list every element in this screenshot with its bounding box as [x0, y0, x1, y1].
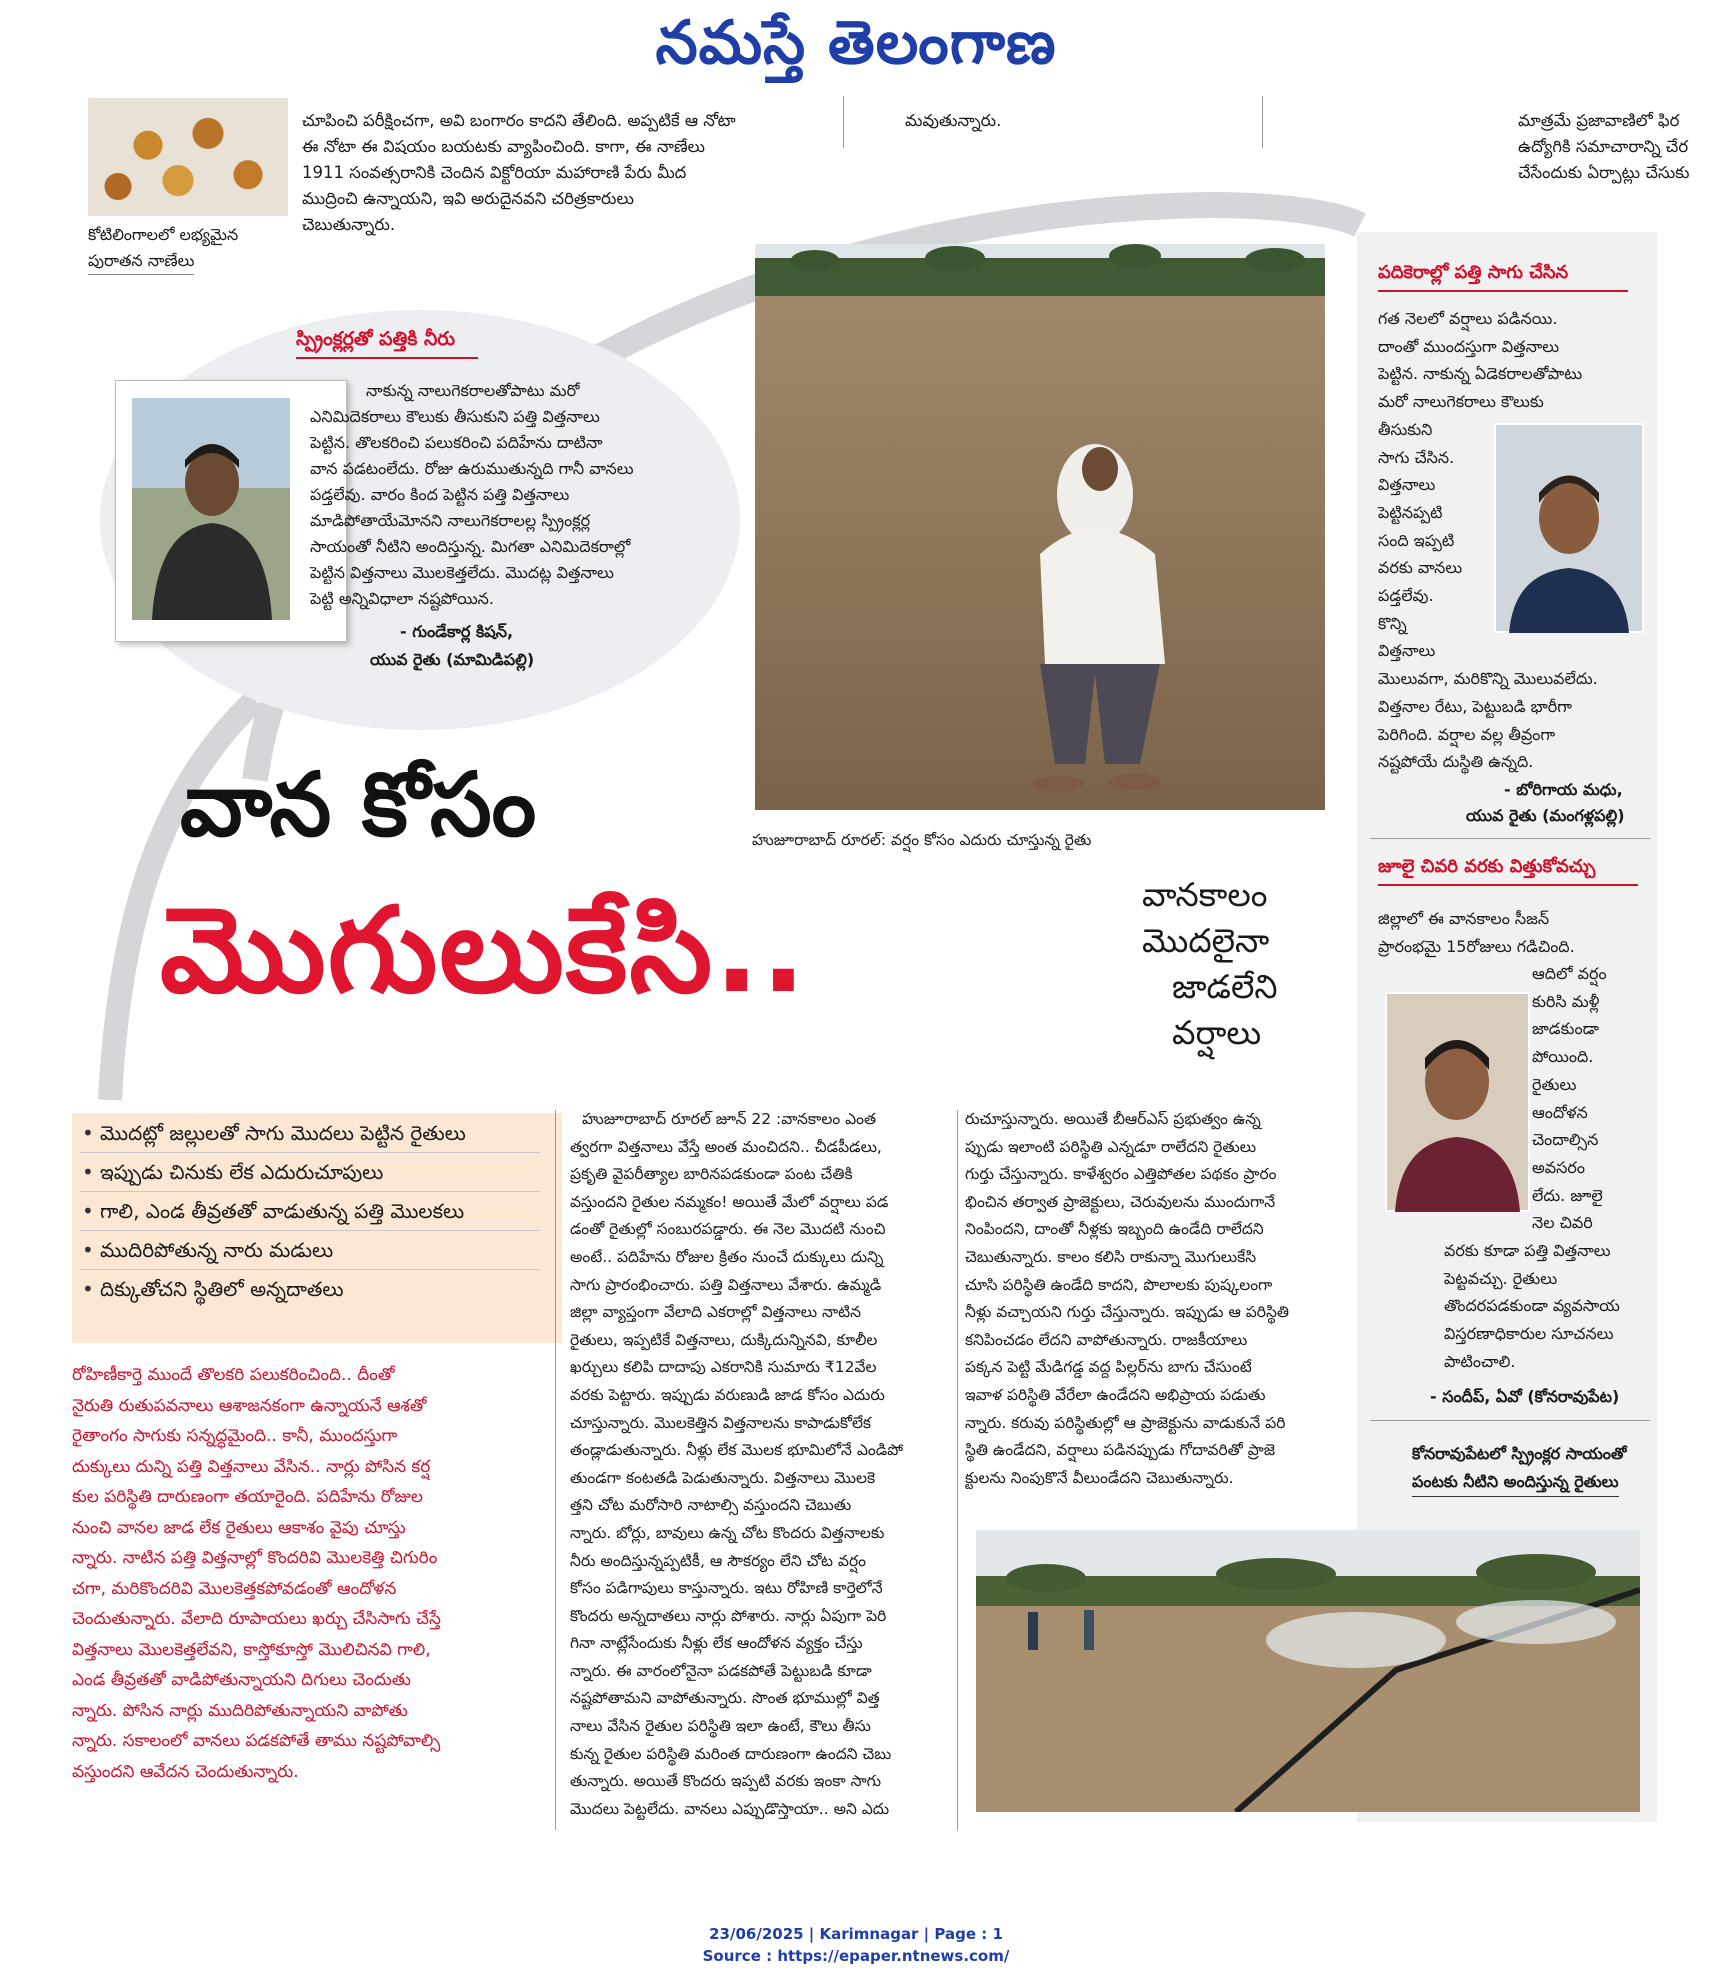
headline-sub-line: వర్షాలు [1172, 1013, 1262, 1052]
text-line: న్నారు. ఈ వారంలోనైనా పడకపోతే పెట్టుబడి కూడా [570, 1661, 872, 1680]
text-line: మరో నాలుగెకరాలు కౌలుకు [1378, 392, 1544, 412]
text-line: అవసరం [1532, 1157, 1586, 1177]
text-line: జాడకుండా [1532, 1019, 1599, 1039]
headline-sub-line: మొదలైనా [1142, 921, 1270, 960]
text-line: నీరు అందిస్తున్నప్పటికీ, ఆ సౌకర్యం లేని చోట వర్షం [570, 1551, 867, 1570]
text-line: భించిన తర్వాత ప్రాజెక్టులు, చెరువులను ముందుగానే [965, 1192, 1276, 1211]
sprinkler-photo [976, 1530, 1640, 1812]
headline-sub-line: వానకాలం [1142, 875, 1268, 914]
text-line: లేదు. జూలై [1532, 1185, 1603, 1205]
text-line: విత్తనాలు మొలకెత్తలేవని, కాస్తోకూస్తో మొలిచినవి గాలి, [72, 1639, 431, 1660]
text-line: మవుతున్నారు. [905, 111, 1002, 130]
text-line: న్నారు. సకాలంలో వానలు పడకపోతే తాము నష్టపోవాల్సి [72, 1731, 441, 1751]
text-line: జిల్లాలో ఈ వానకాలం సీజన్ [1378, 909, 1550, 928]
text-line: విస్తరణాధికారుల సూచనలు [1444, 1324, 1614, 1344]
masthead: నమస్తే తెలంగాణ [655, 8, 1057, 78]
text-line: కోసం పడిగాపులు కాస్తున్నారు. ఇటు రోహిణి కార్తెలోనే [570, 1579, 883, 1598]
text-line: సాయంతో నీటిని అందిస్తున్న. మిగతా ఎనిమిదెకరాల్లో [310, 537, 631, 556]
text-line: ఈ నోటా ఈ విషయం బయటకు వ్యాపించింది. కాగా, ఈ నాణేలు [302, 137, 706, 156]
text-line: మొలువగా, మరికొన్ని మొలువలేదు. [1378, 669, 1598, 689]
circle-credit-role: యువ రైతు (మామిడిపల్లి) [370, 650, 535, 669]
text-line: వస్తుందని ఆవేదన చెందుతున్నారు. [72, 1761, 299, 1782]
text-line: గత నెలలో వర్షాలు పడినయి. [1378, 309, 1558, 328]
text-line: మొదలు పెట్టలేదు. వానలు ఎప్పుడొస్తాయా.. అని ఎదు [570, 1799, 890, 1818]
caption-line: కోనరావుపేటలో స్ప్రింక్లర సాయంతో [1412, 1444, 1627, 1463]
text-line: పెట్టి అన్నివిధాలా నష్టపోయిన. [310, 589, 494, 608]
circle-heading: స్ప్రింక్లర్లతో పత్తికి నీరు [296, 328, 456, 350]
text-line: డంతో రైతుల్లో సంబురపడ్డారు. ఈ నెల మొదటి నుంచి [570, 1220, 886, 1239]
text-line: విత్తనాలు [1378, 475, 1436, 495]
text-line: వరకు పెట్టారు. ఇప్పుడు వరుణుడి జాడ కోసం ఎదురు [570, 1385, 885, 1404]
text-line: తుండగా కంటతడి పెడుతున్నారు. విత్తనాలు మొలకె [570, 1468, 876, 1487]
text-line: చూస్తున్నారు. మొలకెత్తిన విత్తనాలను కాపాడుకోలేక [570, 1413, 872, 1432]
text-line: కుల పరిస్థితి దారుణంగా తయారైంది. పదిహేను రోజుల [72, 1487, 423, 1507]
main-photo-caption: హుజూరాబాద్ రూరల్: వర్షం కోసం ఎదురు చూస్తున్న రైతు [752, 831, 1092, 849]
circle-heading-underline [296, 357, 478, 359]
bullet-list [80, 1114, 540, 1308]
text-line: చగా, మరికొందరివి మొలకెత్తకపోవడంతో ఆందోళన [72, 1578, 397, 1599]
text-line: పడ్తలేవు. వారం కింద పెట్టిన పత్తి విత్తనాలు [310, 485, 570, 504]
text-line: నెల చివరి [1532, 1213, 1593, 1233]
farmer-portrait-photo [132, 398, 290, 620]
sidebar1-credit-name: - బోరిగాయ మధు, [1504, 780, 1623, 799]
sidebar2-heading: జూలై చివరి వరకు విత్తుకోవచ్చు [1378, 856, 1596, 877]
text-line: నుంచి వానల జాడ లేక రైతులు ఆకాశం వైపు చూస్తు [72, 1517, 406, 1538]
text-line: జిల్లా వ్యాప్తంగా వేలాది ఎకరాల్లో విత్తనాలు నాటిన [570, 1303, 861, 1322]
text-line: పాటించాలి. [1444, 1351, 1516, 1371]
text-line: మాత్రమే ప్రజావాణిలో ఫిర [1518, 111, 1680, 130]
circle-credit-name: - గుండేకార్ల కిషన్, [400, 622, 514, 641]
text-line: ఖర్చులు కలిపి దాదాపు ఎకరానికి సుమారు ₹12వేల [570, 1358, 877, 1377]
text-line: నష్టపోయే దుస్థితి ఉన్నది. [1378, 752, 1534, 772]
text-line: ఆందోళన [1532, 1102, 1588, 1122]
text-line: కొన్ని [1378, 613, 1407, 633]
text-line: పెట్టిన. నాకున్న ఏడెకరాలతోపాటు [1378, 364, 1583, 384]
text-line: సాగు చేసిన. [1378, 447, 1455, 467]
text-line: న్నారు. బోర్లు, బావులు ఉన్న చోట కొందరు విత్తనాలకు [570, 1523, 885, 1542]
text-line: వరకు కూడా పత్తి విత్తనాలు [1444, 1241, 1611, 1260]
text-line: స్థితి ఉండేదని, వర్షాలు పడినప్పుడు గోదావరితో ప్రాజె [965, 1441, 1276, 1460]
text-line: పెట్టిన. తొలకరించి పలుకరించి పదిహేను దాటినా [310, 433, 603, 452]
headline-line-2: మొగులుకేసి.. [160, 881, 808, 1019]
footer-source: Source : https://epaper.ntnews.com/ [702, 1947, 1010, 1965]
text-line: గుర్తు చేస్తున్నారు. కాళేశ్వరం ఎత్తిపోతల పథకం ప్రారం [965, 1165, 1277, 1184]
bullet-item: • దిక్కుతోచని స్థితిలో అన్నదాతలు [80, 1270, 540, 1308]
sidebar-divider [1370, 1420, 1650, 1421]
text-line: ఎండ తీవ్రతతో వాడిపోతున్నాయని దిగులు చెందుతు [72, 1670, 411, 1690]
text-line: ఎనిమిదెకరాలు కౌలుకు తీసుకుని పత్తి విత్తనాలు [310, 407, 600, 426]
text-line: న్నారు. పోసిన నార్లు ముదిరిపోతున్నాయని వాపోతు [72, 1700, 408, 1721]
text-line: ప్రకృతి వైపరీత్యాల బారినపడకుండా పంట చేతికి [570, 1165, 853, 1184]
text-line: పెట్టినప్పటి [1378, 502, 1443, 522]
text-line: ప్పుడు ఇలాంటి పరిస్థితి ఎన్నడూ రాలేదని రైతులు [965, 1137, 1257, 1156]
main-photo [755, 244, 1325, 810]
sidebar2-heading-underline [1378, 884, 1638, 886]
text-line: పెట్టవచ్చు. రైతులు [1444, 1268, 1558, 1288]
text-line: రుచూస్తున్నారు. అయితే బీఆర్ఎస్ ప్రభుత్వం ఉన్న [965, 1110, 1261, 1128]
body-column-1 [570, 1106, 948, 1823]
text-line: తండ్లాడుతున్నారు. నీళ్లు లేక మొలక భూమిలోనే ఎండిపో [570, 1441, 903, 1460]
text-line: ముద్రించి ఉన్నాయని, ఇవి అరుదైనవని చరిత్రకారులు [302, 189, 634, 208]
sidebar2-credit: - సందీప్, ఏవో (కోనరావుపేట) [1430, 1387, 1620, 1406]
text-line: నింపిందని, దాంతో నీళ్లకు ఇబ్బంది ఉండేది రాలేదని [965, 1220, 1264, 1239]
text-line: చూసి పరిస్థితి ఉండేది కాదని, పొలాలకు పుష్కలంగా [965, 1275, 1273, 1294]
bullet-item: • మొదట్లో జల్లులతో సాగు మొదలు పెట్టిన రైతులు [80, 1114, 540, 1153]
text-line: విత్తనాల రేటు, పెట్టుబడి భారీగా [1378, 696, 1572, 716]
text-line: పెరిగింది. వర్షాల వల్ల తీవ్రంగా [1378, 724, 1556, 744]
text-line: ప్రారంభమై 15రోజులు గడిచింది. [1378, 936, 1575, 956]
text-line: తొందరపడకుండా వ్యవసాయ [1444, 1296, 1620, 1316]
headline-sub-line: జాడలేని [1172, 967, 1278, 1006]
text-line: పెట్టిన విత్తనాలు మొలకెత్తలేదు. మొదట్ల విత్తనాలు [310, 563, 614, 582]
sidebar-divider [1370, 838, 1650, 839]
sidebar2-text-end [1444, 1237, 1654, 1376]
bullet-item: • ఇప్పుడు చినుకు లేక ఎదురుచూపులు [80, 1153, 540, 1192]
text-line: నాకున్న నాలుగెకరాలతోపాటు మరో [366, 381, 580, 400]
text-line: చెందుతున్నారు. వేలాది రూపాయలు ఖర్చు చేసిసాగు చేస్తే [72, 1609, 441, 1629]
text-line: సంది ఇప్పటి [1378, 530, 1455, 550]
text-line: సాగు ప్రారంభించారు. పత్తి విత్తనాలు వేశారు. ఉమ్మడి [570, 1275, 882, 1294]
text-line: ఉద్యోగికి సమాచారాన్ని చేర [1518, 137, 1689, 156]
text-line: రైతాంగం సాగుకు సన్నద్ధమైంది.. కానీ, ముందస్తుగా [72, 1426, 398, 1446]
text-line: నైరుతి రుతుపవనాలు ఆశాజనకంగా ఉన్నాయనే ఆశతో [72, 1395, 427, 1416]
text-line: పక్కన పెట్టి మేడిగడ్డ వద్ద పిల్లర్‌ను బాగు చేసుంటే [965, 1358, 1252, 1377]
sidebar1-credit-role: యువ రైతు (మంగళ్లపల్లి) [1466, 806, 1625, 825]
sidebar1-portrait [1494, 423, 1644, 633]
column-rule [555, 1110, 556, 1830]
text-line: గినా నాట్లేసేందుకు నీళ్లు లేక ఆందోళన వ్యక్తం చేస్తు [570, 1634, 863, 1653]
footer-date-edition: 23/06/2025 | Karimnagar | Page : 1 [709, 1925, 1003, 1943]
column-rule [957, 1110, 958, 1830]
text-line: కున్న రైతుల పరిస్థితి మరింత దారుణంగా ఉందని చెబు [570, 1744, 892, 1763]
text-line: నాలు వేసిన రైతుల పరిస్థితి ఇలా ఉంటే, కౌలు తీసు [570, 1717, 871, 1736]
text-line: వాన పడటంలేదు. రోజు ఉరుముతున్నది గానీ వానలు [310, 459, 634, 478]
text-line: పోయింది. [1532, 1047, 1594, 1067]
sidebar2-text-top [1378, 905, 1648, 960]
headline-sub [1142, 872, 1292, 1056]
text-line: త్తని చోట మరోసారి నాటాల్సి వస్తుందని చెబుతు [570, 1496, 852, 1515]
sidebar2-text-narrow [1532, 960, 1652, 1237]
text-line: 1911 సంవత్సరానికి చెందిన విక్టోరియా మహారాణి పేరు మీద [302, 163, 687, 182]
text-line: చెబుతున్నారు. [302, 215, 396, 234]
text-line: ఇవాళ పరిస్థితి వేరేలా ఉండేదని అభిప్రాయ పడుతు [965, 1385, 1266, 1404]
text-line: రైతులు [1532, 1074, 1577, 1094]
text-line: త్వరగా విత్తనాలు వేస్తే అంత మంచిదని.. చీడపీడలు, [570, 1137, 882, 1156]
text-line: నీళ్లు వచ్చాయని గుర్తు చేస్తున్నారు. ఇప్పుడు ఆ పరిస్థితి [965, 1303, 1289, 1322]
text-line: చూపించి పరీక్షించగా, అవి బంగారం కాదని తేలింది. అప్పటికే ఆ నోటా [302, 111, 736, 130]
text-line: చేసేందుకు ఏర్పాట్లు చేసుకు [1518, 163, 1690, 182]
coin-caption-line: కోటిలింగాలలో లభ్యమైన [88, 225, 239, 244]
caption-line: పంటకు నీటిని అందిస్తున్న రైతులు [1412, 1468, 1619, 1497]
sidebar2-portrait [1385, 992, 1530, 1212]
coin-caption-line: పురాతన నాణేలు [88, 248, 194, 275]
text-line: పడ్తలేవు. [1378, 586, 1434, 606]
text-line: క్టులను నింపుకొనే వీలుండేదని చెబుతున్నారు. [965, 1468, 1234, 1487]
bullet-item: • గాలి, ఎండ తీవ్రతతో వాడుతున్న పత్తి మొలకలు [80, 1192, 540, 1231]
red-intro [72, 1360, 542, 1787]
text-line: తీసుకుని [1378, 419, 1433, 439]
text-line: రైతులు, ఇప్పటికే విత్తనాలు, దుక్కిదున్నినవి, కూలీల [570, 1330, 878, 1349]
text-line: చెందాల్సిన [1532, 1130, 1599, 1150]
text-line: ఆదిలో వర్షం [1532, 964, 1607, 983]
text-line: మాడిపోతాయేమోనని నాలుగెకరాలల్ల స్ప్రింక్లర్ల [310, 511, 591, 530]
text-line: హుజూరాబాద్ రూరల్ జూన్ 22 :వానకాలం ఎంత [582, 1110, 877, 1128]
text-line: కురిసి మళ్లీ [1532, 991, 1600, 1011]
headline-line-1: వాన కోసం [180, 753, 537, 856]
bullet-item: • ముదిరిపోతున్న నారు మడులు [80, 1231, 540, 1270]
text-line: కనిపించడం లేదని వాపోతున్నారు. రాజకీయాలు [965, 1330, 1248, 1349]
text-line: వరకు వానలు [1378, 558, 1463, 578]
bottom-photo-caption [1412, 1440, 1627, 1497]
text-line: రోహిణీకార్తె ముందే తొలకరి పలుకరించింది.. దీంతో [72, 1365, 395, 1385]
text-line: చెబుతున్నారు. కాలం కలిసి రాకున్నా మొగులుకేసి [965, 1247, 1257, 1266]
text-line: న్నారు. నాటిన పత్తి విత్తనాల్లో కొందరివి మొలకెత్తి చిగురిం [72, 1548, 438, 1568]
body-column-2 [965, 1106, 1337, 1492]
sidebar1-heading: పదికెరాల్లో పత్తి సాగు చేసిన [1378, 262, 1569, 283]
text-line: కొందరు అన్నదాతలు నార్లు పోశారు. నార్లు ఏపుగా పెరి [570, 1606, 887, 1625]
text-line: తున్నారు. అయితే కొందరు ఇప్పటి వరకు ఇంకా సాగు [570, 1772, 882, 1791]
text-line: దాంతో ముందస్తుగా విత్తనాలు [1378, 336, 1560, 356]
text-line: వస్తుందని రైతుల నమ్మకం! అయితే మేలో వర్షాలు పడ [570, 1192, 889, 1211]
circle-quote-text [310, 378, 730, 612]
text-line: న్నారు. కరువు పరిస్థితుల్లో ఆ ప్రాజెక్టును వాడుకునే పరి [965, 1413, 1286, 1432]
text-line: నష్టపోతామని వాపోతున్నారు. సొంత భూముల్లో విత్త [570, 1689, 880, 1708]
text-line: అంటే.. పదిహేను రోజుల క్రితం నుంచే దుక్కులు దున్ని [570, 1247, 884, 1266]
text-line: విత్తనాలు [1378, 641, 1436, 661]
sidebar1-heading-underline [1378, 290, 1628, 292]
text-line: దుక్కులు దున్ని పత్తి విత్తనాలు వేసిన.. నార్లు పోసిన కర్ష [72, 1456, 431, 1477]
